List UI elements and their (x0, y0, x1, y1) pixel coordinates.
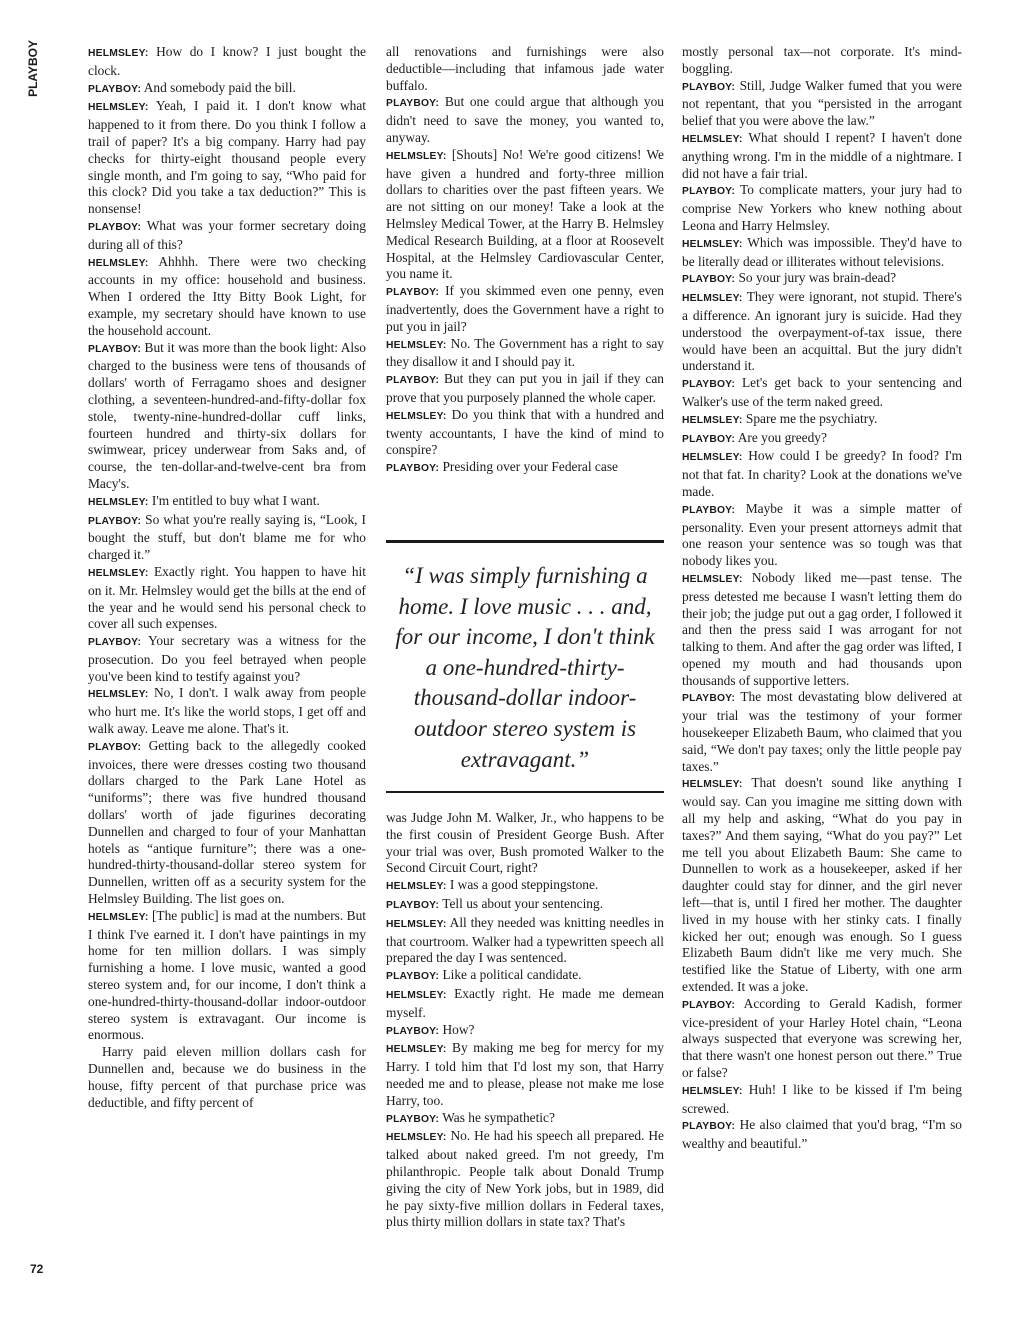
paragraph (682, 289, 962, 375)
paragraph (682, 430, 962, 449)
paragraph (88, 493, 366, 512)
speaker-label: PLAYBOY: (386, 899, 440, 911)
pull-quote-text: “I was simply furnishing a home. I love music . . . and, for our income, I don't think a one-hundred-thirty-thousand-dollar indoor-outdoor stereo system is extravagant.” (395, 563, 655, 772)
speaker-label: PLAYBOY: (386, 971, 440, 983)
paragraph (386, 147, 664, 283)
paragraph-text: What should I repent? I haven't done anything wrong. I'm in the middle of a nightmare. I did not have a fair trial. (682, 129, 962, 181)
paragraph-text: They were ignorant, not stupid. There's a difference. An ignorant jury is suicide. Had they understood the overpayment-of-tax issue, there would have been an acquittal. But the jury didn't understand it. (682, 289, 962, 374)
paragraph-text: Was he sympathetic? (439, 1109, 555, 1125)
paragraph-text: Presiding over your Federal case (439, 459, 618, 475)
paragraph-text: So what you're really saying is, “Look, I bought the stuff, but don't blame me for who charged it.” (88, 511, 366, 563)
paragraph (88, 98, 366, 218)
speaker-label: HELMSLEY: (386, 1132, 447, 1144)
speaker-label: HELMSLEY: (682, 573, 743, 585)
paragraph-text: Tell us about your sentencing. (439, 895, 604, 911)
speaker-label: PLAYBOY: (682, 504, 736, 516)
column-2-bottom (386, 810, 664, 1231)
paragraph (88, 218, 366, 254)
paragraph-text: That doesn't sound like anything I would say. Can you imagine me sitting down with all my help and asking, “What do you pay in taxes?” And them saying, “What do you pay?” Let me tell you about Elizabeth Baum: She came to Dunnellen to work as a housekeeper, asked if her daughter could stay for dinner, and the girl never left—that is, until I fired her mother. The daughter lived in my house with her stinky cats. I finally kicked her out; enough was enough. So I guess Elizabeth Baum didn't like me very much. She testified like the Statue of Liberty, with one arm extended. It was a joke. (682, 775, 962, 995)
paragraph-text: No. The Government has a right to say they disallow it and I should pay it. (386, 335, 664, 370)
paragraph (682, 570, 962, 690)
paragraph (386, 986, 664, 1022)
speaker-label: HELMSLEY: (682, 414, 743, 426)
paragraph-text: Exactly right. He made me demean myself. (386, 985, 664, 1020)
paragraph-text: He also claimed that you'd brag, “I'm so wealthy and beautiful.” (682, 1117, 962, 1152)
speaker-label: PLAYBOY: (88, 637, 142, 649)
paragraph (88, 738, 366, 908)
paragraph-text: [Shouts] No! We're good citizens! We have given a hundred and forty-three million dollars to charities over the past fifteen years. We are not sitting on our money! Take a look at the Helmsley Medical Tower, at the Harry B. Helmsley Medical Research Building, at a floor at Roosevelt Hospital, at the Helmsley Cardiovascular Center, you name it. (386, 146, 664, 282)
paragraph (682, 448, 962, 500)
speaker-label: PLAYBOY: (88, 221, 142, 233)
paragraph-text: Maybe it was a simple matter of personality. Even your present attorneys admit that one reason your sentence was so tough was that nobody likes you. (682, 500, 962, 569)
paragraph-text: Which was impossible. They'd have to be literally dead or illiterates without televisions. (682, 234, 962, 269)
paragraph-text: So your jury was brain-dead? (735, 270, 897, 286)
paragraph (682, 689, 962, 775)
speaker-label: PLAYBOY: (682, 693, 736, 705)
paragraph (386, 94, 664, 146)
speaker-label: HELMSLEY: (386, 150, 447, 162)
paragraph (386, 1128, 664, 1231)
paragraph-text: If you skimmed even one penny, even inadvertently, does the Government have a right to put you in jail? (386, 283, 664, 334)
paragraph (682, 501, 962, 570)
speaker-label: PLAYBOY: (386, 98, 440, 110)
paragraph (682, 375, 962, 411)
paragraph (386, 44, 664, 94)
paragraph (88, 80, 366, 99)
speaker-label: PLAYBOY: (88, 343, 142, 355)
paragraph (88, 340, 366, 493)
speaker-label: HELMSLEY: (682, 238, 743, 250)
paragraph-text: How could I be greedy? In food? I'm not that fat. In charity? Look at the donations we've made. (682, 448, 962, 499)
speaker-label: HELMSLEY: (88, 689, 149, 701)
column-1 (88, 44, 366, 1111)
speaker-label: PLAYBOY: (682, 999, 736, 1011)
paragraph-text: Exactly right. You happen to have hit on it. Mr. Helmsley would get the bills at the end of the year and he would send his personal check to cover all such expenses. (88, 563, 366, 632)
speaker-label: HELMSLEY: (682, 293, 743, 305)
paragraph (88, 1044, 366, 1111)
paragraph-text: Do you think that with a hundred and twenty accountants, I have the kind of mind to conspire? (386, 406, 664, 458)
paragraph (682, 130, 962, 182)
paragraph (682, 1117, 962, 1153)
speaker-label: HELMSLEY: (88, 48, 149, 59)
paragraph-text: was Judge John M. Walker, Jr., who happens to be the first cousin of President George Bush. After your trial was over, Bush promoted Walker to the Second Circuit Court, right? (386, 810, 664, 876)
paragraph-text: Your secretary was a witness for the prosecution. Do you feel betrayed when people you've been kind to testify against you? (88, 633, 366, 684)
paragraph (386, 967, 664, 986)
paragraph (386, 810, 664, 877)
paragraph (88, 633, 366, 685)
paragraph (386, 896, 664, 915)
paragraph (682, 44, 962, 78)
speaker-label: HELMSLEY: (88, 102, 149, 114)
paragraph-text: The most devastating blow delivered at your trial was the testimony of your former housekeeper Elizabeth Baum, who claimed that you said, “We don't pay taxes; only the little people pay taxes.” (682, 689, 962, 774)
speaker-label: PLAYBOY: (386, 463, 440, 475)
speaker-label: HELMSLEY: (682, 133, 743, 145)
paragraph (386, 1110, 664, 1129)
paragraph (88, 685, 366, 737)
pull-quote (386, 540, 664, 793)
speaker-label: HELMSLEY: (88, 257, 149, 269)
speaker-label: PLAYBOY: (88, 741, 142, 753)
speaker-label: PLAYBOY: (682, 433, 736, 445)
paragraph (682, 78, 962, 130)
paragraph (386, 371, 664, 407)
speaker-label: HELMSLEY: (386, 918, 447, 930)
paragraph-text: And somebody paid the bill. (141, 79, 296, 95)
paragraph-text: How do I know? I just bought the clock. (88, 44, 366, 78)
column-2-top (386, 44, 664, 478)
paragraph-text: Ahhhh. There were two checking accounts in my office: household and business. When I ordered the Itty Bitty Book Light, for example, my secretary should have known to use the household account. (88, 253, 366, 338)
paragraph (88, 44, 366, 80)
paragraph-text: Harry paid eleven million dollars cash for Dunnellen and, because we do business in the house, fifty percent of that purchase price was deductible, and fifty percent of (88, 1044, 366, 1110)
paragraph-text: I'm entitled to buy what I want. (148, 492, 320, 508)
paragraph (386, 283, 664, 335)
speaker-label: HELMSLEY: (88, 567, 149, 579)
paragraph (682, 411, 962, 430)
speaker-label: PLAYBOY: (386, 375, 440, 387)
speaker-label: HELMSLEY: (386, 339, 447, 351)
speaker-label: PLAYBOY: (682, 186, 736, 198)
paragraph (88, 908, 366, 1044)
paragraph-text: All they needed was knitting needles in that courtroom. Walker had a typewritten speech all prepared the day I was sentenced. (386, 914, 664, 966)
paragraph-text: But they can put you in jail if they can prove that you purposely planned the whole caper. (386, 371, 664, 405)
paragraph-text: No, I don't. I walk away from people who hurt me. It's like the world stops, I get off and walk away. Leave me alone. That's it. (88, 685, 366, 737)
paragraph (386, 877, 664, 896)
speaker-label: HELMSLEY: (88, 911, 149, 923)
paragraph (386, 1040, 664, 1109)
speaker-label: PLAYBOY: (386, 1113, 440, 1125)
paragraph (386, 336, 664, 372)
magazine-name: PLAYBOY (26, 40, 40, 97)
speaker-label: HELMSLEY: (386, 1044, 447, 1056)
paragraph (682, 1082, 962, 1118)
paragraph-text: Like a political candidate. (439, 967, 582, 983)
paragraph (386, 1022, 664, 1041)
paragraph-text: But it was more than the book light: Also charged to the business were tens of thousands of dollars' worth of Ferragamo shoes and designer clothing, a seventeen-hundred-and-fifty-dollar fox stole, twenty-nine-hundred-dollar cuff links, fourteen hundred and thirty-six dollars for swimwear, pricey underwear from Saks and, of course, the ten-dollar-and-twelve-cent bra from Macy's. (88, 339, 366, 491)
paragraph-text: By making me beg for mercy for my Harry. I told him that I'd lost my son, that Harry needed me and to please, please not make me lose Harry, too. (386, 1040, 664, 1108)
paragraph-text: But one could argue that although you didn't need to save the money, you wanted to, anyway. (386, 94, 664, 145)
magazine-sidebar (26, 40, 46, 97)
paragraph-text: I was a good steppingstone. (446, 877, 599, 893)
speaker-label: PLAYBOY: (682, 81, 736, 93)
paragraph-text: mostly personal tax—not corporate. It's mind-boggling. (682, 44, 962, 76)
paragraph (386, 915, 664, 967)
speaker-label: HELMSLEY: (386, 989, 447, 1001)
paragraph-text: Still, Judge Walker fumed that you were not repentant, that you “persisted in the arrogant belief that you were above the law.” (682, 77, 962, 129)
paragraph (682, 775, 962, 995)
pull-quote-bottom-rule (386, 791, 664, 793)
paragraph (386, 407, 664, 459)
paragraph-text: To complicate matters, your jury had to comprise New Yorkers who knew nothing about Leona and Harry Helmsley. (682, 182, 962, 233)
paragraph (88, 564, 366, 633)
speaker-label: PLAYBOY: (682, 1121, 736, 1133)
paragraph-text: No. He had his speech all prepared. He talked about naked greed. I'm not greedy, I'm philanthropic. People talk about Donald Trump giving the city of New York jobs, but in 1989, did he pay sixty-five million dollars in Federal taxes, plus thirty million dollars in state tax? That's (386, 1128, 664, 1230)
speaker-label: PLAYBOY: (88, 515, 142, 527)
paragraph (88, 254, 366, 340)
speaker-label: PLAYBOY: (386, 1025, 440, 1037)
page-number: 72 (30, 1262, 44, 1276)
speaker-label: PLAYBOY: (682, 274, 736, 286)
paragraph-text: Let's get back to your sentencing and Walker's use of the term naked greed. (682, 375, 962, 409)
paragraph-text: How? (439, 1021, 475, 1037)
speaker-label: HELMSLEY: (386, 881, 447, 893)
paragraph-text: Nobody liked me—past tense. The press detested me because I wasn't letting them do their job; the judge put out a gag order, I followed it and then the press said I was arrogant for not talking to them. And after the gag order was lifted, I opened my mouth and had thousands upon thousands of supportive letters. (682, 569, 962, 688)
speaker-label: HELMSLEY: (386, 410, 447, 422)
paragraph-text: According to Gerald Kadish, former vice-president of your Harley Hotel chain, “Leona always suspected that everyone was screwing her, that there wasn't one honest person out there.” True or false? (682, 995, 962, 1081)
paragraph-text: Spare me the psychiatry. (742, 410, 878, 426)
speaker-label: PLAYBOY: (88, 83, 142, 95)
paragraph (682, 996, 962, 1082)
paragraph-text: Are you greedy? (735, 429, 827, 445)
paragraph (682, 182, 962, 234)
paragraph-text: Huh! I like to be kissed if I'm being screwed. (682, 1081, 962, 1116)
paragraph (88, 512, 366, 564)
speaker-label: HELMSLEY: (682, 779, 743, 791)
paragraph-text: Getting back to the allegedly cooked invoices, there were dresses costing two thousand dollars charged to the Park Lane Hotel as “uniforms”; there was five hundred thousand dollars' worth of jade figurines decorating Dunnellen and charged to four of your Manhattan hotels as “antique furniture”; there was a one-hundred-thirty-thousand-dollar stereo system for Dunnellen, written off as a security system for the Helmsley Building. The list goes on. (88, 737, 366, 907)
paragraph (682, 270, 962, 289)
speaker-label: PLAYBOY: (682, 379, 736, 391)
paragraph (682, 235, 962, 271)
paragraph-text: all renovations and furnishings were also deductible—including that infamous jade water buffalo. (386, 44, 664, 93)
paragraph-text: Yeah, I paid it. I don't know what happened to it from there. Do you think I follow a trail of paper? It's a big company. Harry had pay checks for thirty-eight thousand people every single month, and I'm going to say, “Who paid for this clock? Did you take a tax deduction?” This is nonsense! (88, 98, 366, 217)
speaker-label: HELMSLEY: (682, 1085, 743, 1097)
speaker-label: PLAYBOY: (386, 287, 440, 299)
paragraph (386, 459, 664, 478)
speaker-label: HELMSLEY: (682, 452, 743, 464)
column-3 (682, 44, 962, 1153)
speaker-label: HELMSLEY: (88, 496, 149, 508)
paragraph-text: [The public] is mad at the numbers. But I think I've earned it. I don't have paintings in my home for ten million dollars. I was simply furnishing a home. I love music, wanted a good stereo system and, for our income, I don't think a one-hundred-thirty-thousand-dollar indoor-outdoor stereo system is extravagant. Our income is enormous. (88, 907, 366, 1043)
paragraph-text: What was your former secretary doing during all of this? (88, 217, 366, 252)
